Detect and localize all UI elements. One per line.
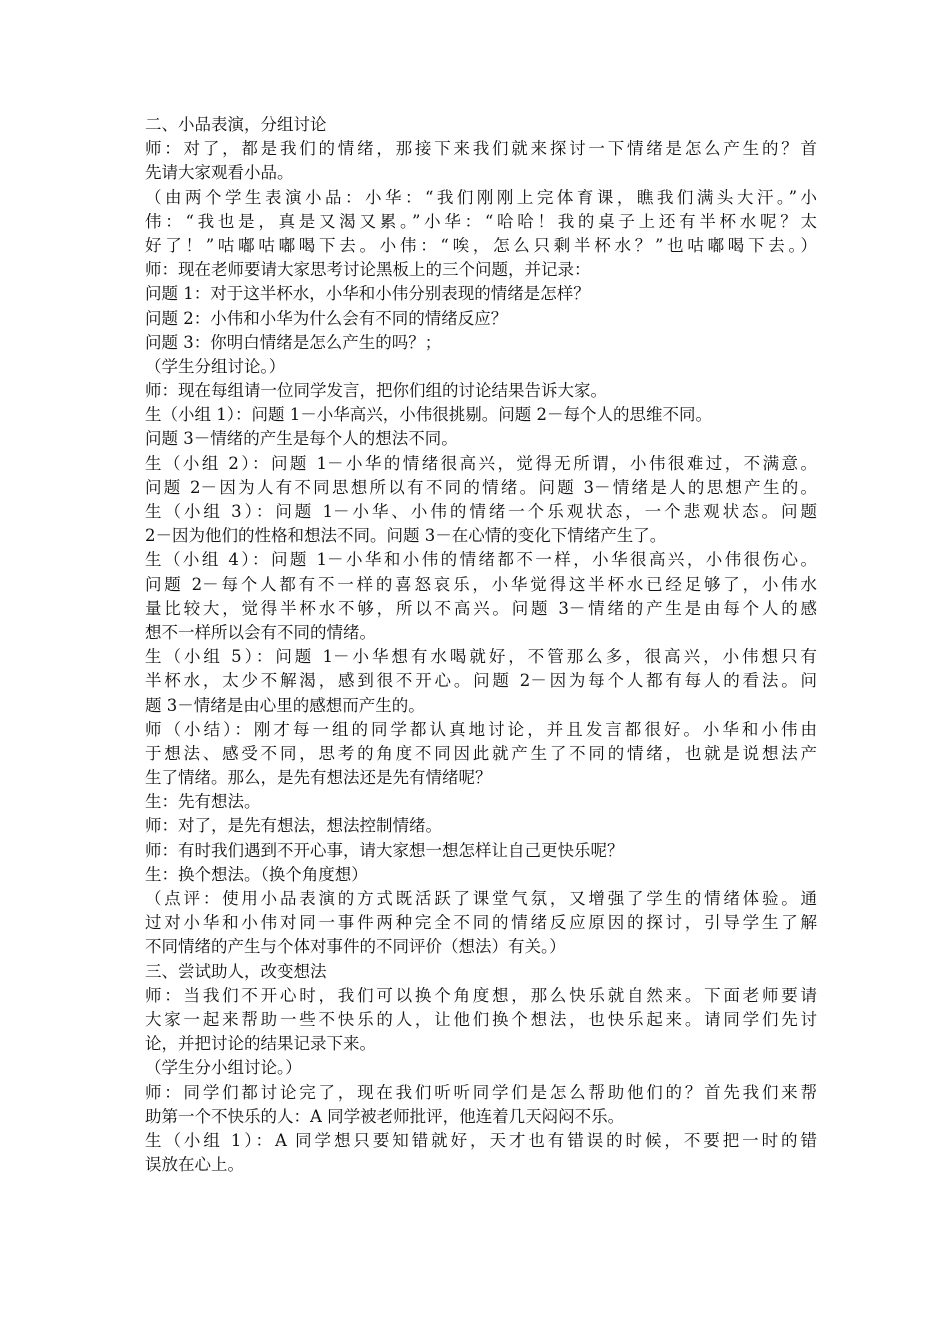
text-line: 大家一起来帮助一些不快乐的人，让他们换个想法，也快乐起来。请同学们先讨 [145,1009,817,1029]
text-line: 师：同学们都讨论完了，现在我们听听同学们是怎么帮助他们的？首先我们来帮 [145,1082,817,1102]
text-line: （学生分小组讨论。） [145,1058,302,1078]
text-line: 量比较大，觉得半杯水不够，所以不高兴。问题 3－情绪的产生是由每个人的感 [145,598,817,618]
text-line: 2－因为他们的性格和想法不同。问题 3－在心情的变化下情绪产生了。 [145,526,667,546]
text-line: 先请大家观看小品。 [145,163,294,183]
text-line: （由两个学生表演小品：小华：“我们刚刚上完体育课，瞧我们满头大汗。”小 [145,187,817,207]
text-line: 师：现在老师要请大家思考讨论黑板上的三个问题，并记录： [145,260,591,280]
text-line: 二、小品表演，分组讨论 [145,115,327,134]
text-line: 生（小组 5）：问题 1－小华想有水喝就好，不管那么多，很高兴，小伟想只有 [145,647,817,667]
text-line: 生（小组 4）：问题 1－小华和小伟的情绪都不一样，小华很高兴，小伟很伤心。 [145,550,817,570]
text-line: 问题 1：对于这半杯水，小华和小伟分别表现的情绪是怎样？ [145,284,590,304]
text-line: 生（小组 1）：A 同学想只要知错就好，天才也有错误的时候，不要把一时的错 [145,1130,817,1150]
text-line: 生（小组 2）：问题 1－小华的情绪很高兴，觉得无所谓，小伟很难过，不满意。 [145,453,817,473]
text-line: （点评：使用小品表演的方式既活跃了课堂气氛，又增强了学生的情绪体验。通 [145,889,817,908]
text-line: 三、尝试助人，改变想法 [145,961,327,981]
text-line: 想不一样所以会有不同的情绪。 [145,622,376,642]
text-line: 好了！”咕嘟咕嘟喝下去。小伟：“唉，怎么只剩半杯水？”也咕嘟喝下去。） [145,235,817,255]
text-line: 问题 2－因为人有不同思想所以有不同的情绪。问题 3－情绪是人的思想产生的。 [145,477,817,497]
text-line: 于想法、感受不同，思考的角度不同因此就产生了不同的情绪，也就是说想法产 [145,743,817,763]
text-line: 师（小结）：刚才每一组的同学都认真地讨论，并且发言都很好。小华和小伟由 [145,719,817,739]
text-line: 生：先有想法。 [145,792,261,812]
text-line: 过对小华和小伟对同一事件两种完全不同的情绪反应原因的探讨，引导学生了解 [145,913,817,933]
text-line: 师：有时我们遇到不开心事，请大家想一想怎样让自己更快乐呢？ [145,840,624,860]
text-line: 生：换个想法。（换个角度想） [145,864,368,884]
text-line: 师：现在每组请一位同学发言，把你们组的讨论结果告诉大家。 [145,381,607,401]
text-line: 误放在心上。 [145,1155,244,1175]
text-line: 问题 2－每个人都有不一样的喜怒哀乐，小华觉得这半杯水已经足够了，小伟水 [145,574,817,594]
text-line: 半杯水，太少不解渴，感到很不开心。问题 2－因为每个人都有每人的看法。问 [145,671,817,691]
text-line: 生（小组 1）：问题 1－小华高兴，小伟很挑剔。问题 2－每个人的思维不同。 [145,405,712,425]
text-line: （学生分组讨论。） [145,356,286,376]
text-line: 生了情绪。那么，是先有想法还是先有情绪呢？ [145,768,492,788]
text-line: 问题 3：你明白情绪是怎么产生的吗？； [145,332,442,352]
text-line: 伟：“我也是，真是又渴又累。”小华：“哈哈！我的桌子上还有半杯水呢？太 [145,211,817,231]
text-line: 助第一个不快乐的人：A 同学被老师批评，他连着几天闷闷不乐。 [145,1106,625,1126]
text-line: 题 3－情绪是由心里的感想而产生的。 [145,695,425,715]
text-line: 论，并把讨论的结果记录下来。 [145,1034,376,1054]
text-line: 问题 2：小伟和小华为什么会有不同的情绪反应？ [145,308,508,328]
text-line: 生（小组 3）：问题 1－小华、小伟的情绪一个乐观状态，一个悲观状态。问题 [145,502,817,521]
text-line: 问题 3－情绪的产生是每个人的想法不同。 [145,429,458,449]
document-page [145,113,817,1177]
text-line: 师：对了，是先有想法，想法控制情绪。 [145,816,442,836]
text-line: 师：当我们不开心时，我们可以换个角度想，那么快乐就自然来。下面老师要请 [145,985,817,1005]
text-line: 不同情绪的产生与个体对事件的不同评价（想法）有关。） [145,937,566,957]
text-line: 师：对了，都是我们的情绪，那接下来我们就来探讨一下情绪是怎么产生的？首 [145,139,817,159]
